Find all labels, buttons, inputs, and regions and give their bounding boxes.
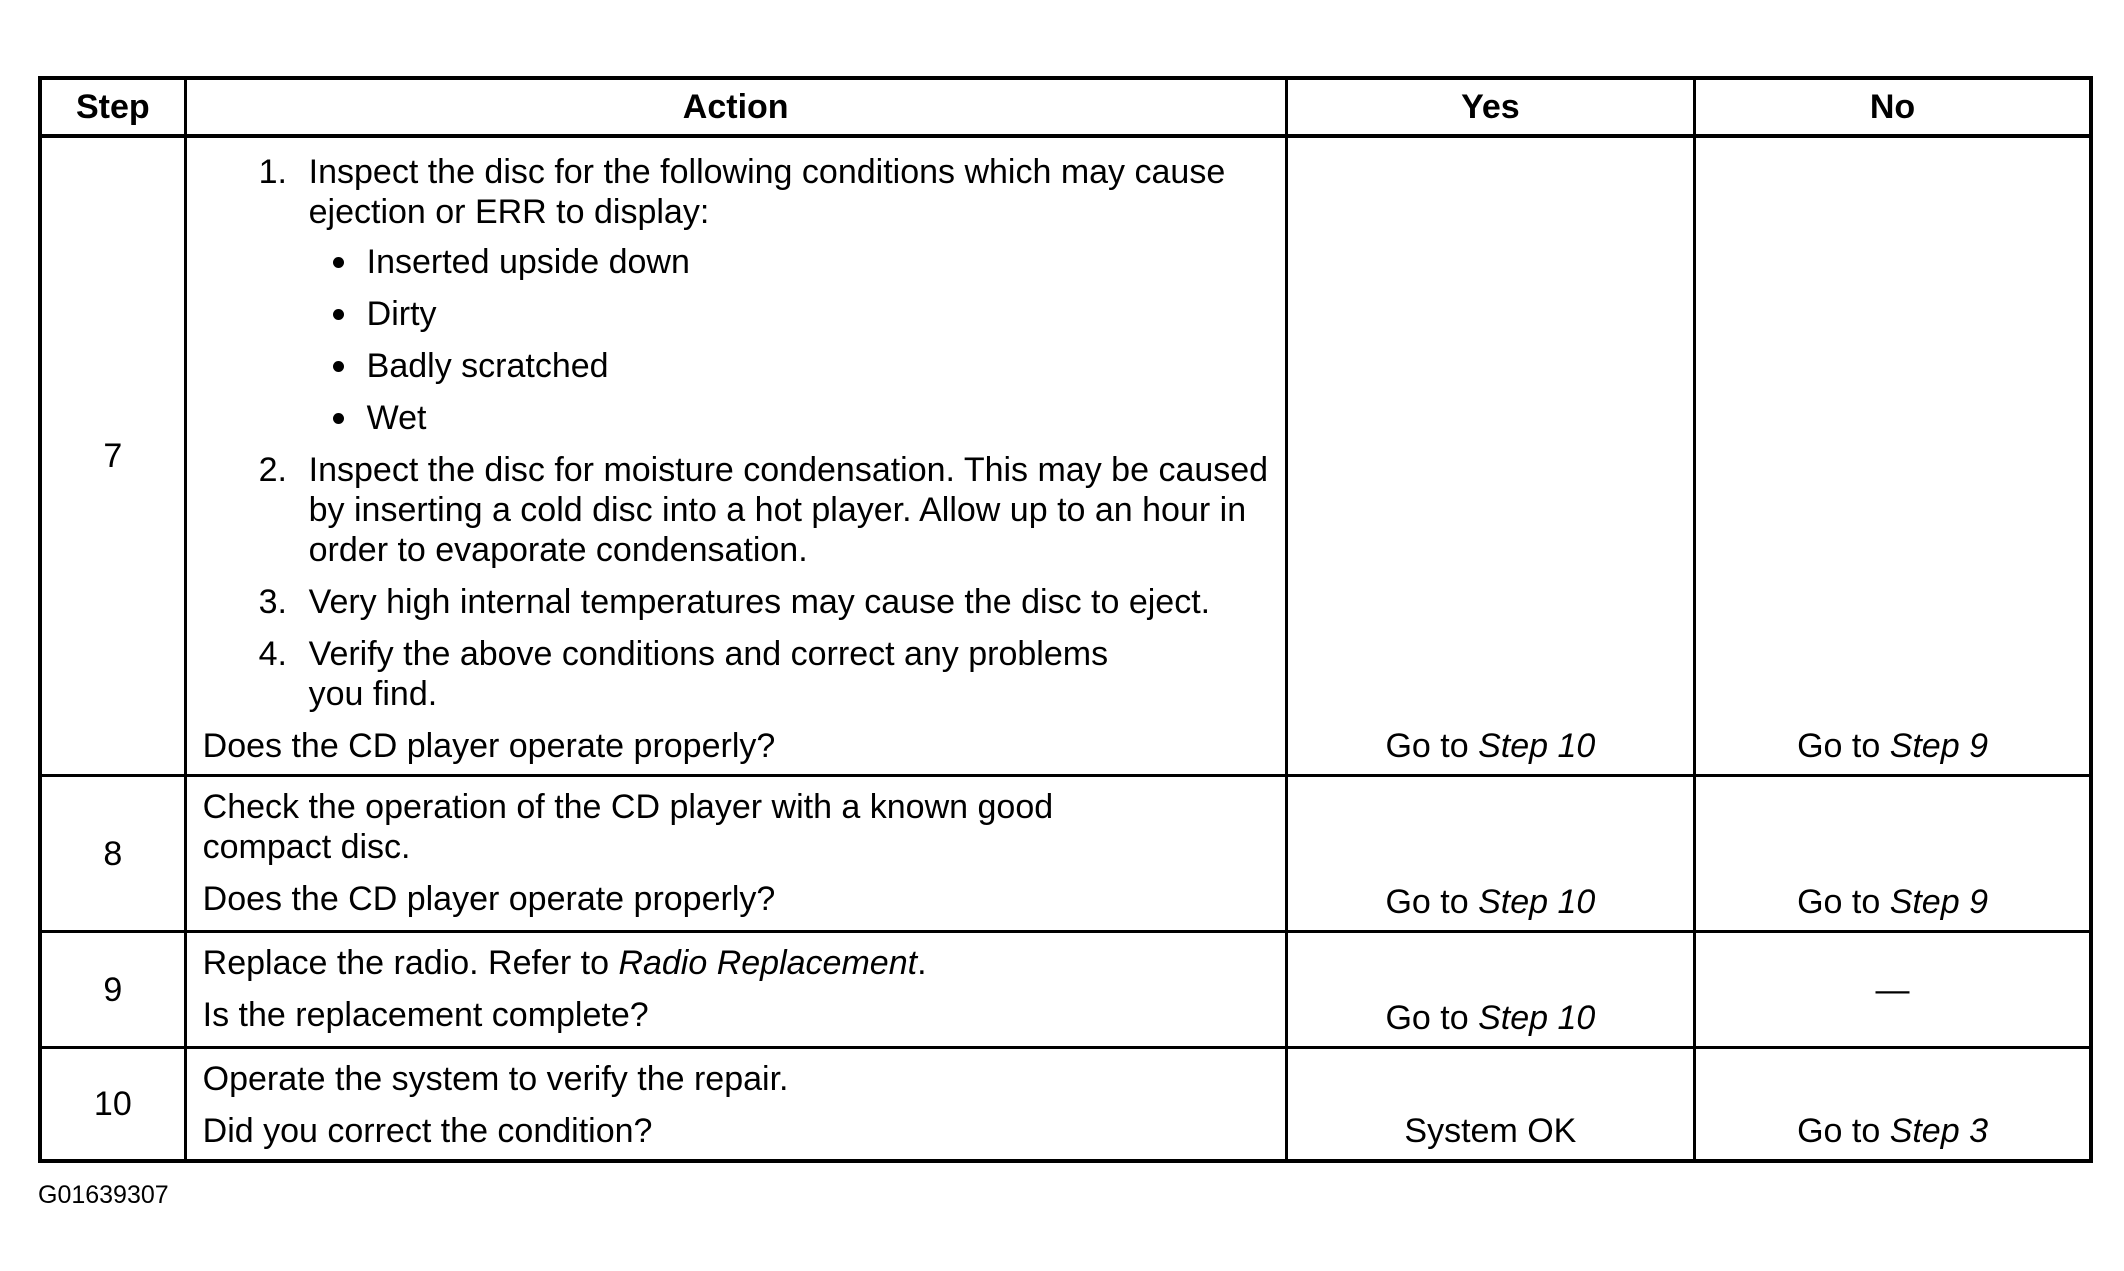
- yes-prefix: Go to: [1385, 883, 1479, 921]
- action-text: [203, 943, 1269, 983]
- action-text-suffix: .: [917, 944, 927, 982]
- condition-bullets: [309, 242, 1269, 438]
- no-cell: [1695, 932, 2091, 1048]
- yes-prefix: Go to: [1385, 999, 1479, 1037]
- no-prefix: Go to: [1797, 883, 1890, 921]
- header-action: Action: [185, 78, 1286, 136]
- step-number: 10: [40, 1048, 185, 1162]
- question-text: Is the replacement complete?: [202, 996, 649, 1034]
- action-cell: [185, 136, 1286, 776]
- header-no: No: [1695, 78, 2091, 136]
- list-item: [259, 582, 1269, 622]
- no-cell: [1695, 136, 2091, 776]
- action-cell: [185, 932, 1286, 1048]
- header-row: [40, 78, 2091, 136]
- yes-cell: [1286, 1048, 1694, 1162]
- question-text: Did you correct the condition?: [202, 1112, 653, 1150]
- figure-id: G01639307: [38, 1181, 169, 1209]
- table-row-step-10: [40, 1048, 2091, 1162]
- item-text: Inspect the disc for the following conditions which may cause ejection or ERR to display:: [308, 153, 1226, 231]
- item-text: Inspect the disc for moisture condensation. This may be caused by inserting a cold disc into a hot player. Allow up to an hour in order to evaporate condensation.: [308, 451, 1269, 569]
- yes-step-ref: Step 10: [1478, 999, 1596, 1037]
- no-step-ref: Step 9: [1889, 883, 1988, 921]
- yes-cell: [1286, 932, 1694, 1048]
- no-cell: [1695, 1048, 2091, 1162]
- action-text: Operate the system to verify the repair.: [202, 1060, 789, 1098]
- bullet-item: Wet: [333, 398, 1269, 438]
- header-step: Step: [40, 78, 185, 136]
- table-row-step-7: [40, 136, 2091, 776]
- yes-cell: [1286, 136, 1694, 776]
- no-cell: [1695, 776, 2091, 932]
- yes-result: System OK: [1404, 1112, 1577, 1150]
- action-cell: [185, 1048, 1286, 1162]
- item-number: 2.: [258, 451, 287, 489]
- item-text: Very high internal temperatures may cause the disc to eject.: [308, 583, 1211, 621]
- diagnostic-table: [38, 76, 2093, 1163]
- list-item: [259, 450, 1269, 570]
- step-number: 9: [40, 932, 185, 1048]
- no-step-ref: Step 3: [1889, 1112, 1988, 1150]
- question-text: Does the CD player operate properly?: [202, 880, 776, 918]
- table-row-step-8: [40, 776, 2091, 932]
- item-text: Verify the above conditions and correct any problems you find.: [308, 635, 1109, 713]
- yes-cell: [1286, 776, 1694, 932]
- bullet-item: Dirty: [333, 294, 1269, 334]
- step-number: 7: [40, 136, 185, 776]
- yes-prefix: Go to: [1385, 727, 1479, 765]
- question-text: Does the CD player operate properly?: [202, 727, 776, 765]
- step-number: 8: [40, 776, 185, 932]
- list-item: [259, 634, 1269, 714]
- procedure-reference: Radio Replacement: [618, 944, 918, 982]
- no-prefix: Go to: [1797, 727, 1890, 765]
- yes-step-ref: Step 10: [1478, 883, 1596, 921]
- action-steps-list: [203, 152, 1269, 714]
- bullet-item: Inserted upside down: [333, 242, 1269, 282]
- action-cell: [185, 776, 1286, 932]
- item-number: 4.: [258, 635, 287, 673]
- table-row-step-9: [40, 932, 2091, 1048]
- action-text: Check the operation of the CD player with a known good compact disc.: [202, 788, 1054, 866]
- no-dash: —: [1875, 971, 1910, 1009]
- item-number: 1.: [258, 153, 287, 191]
- no-step-ref: Step 9: [1889, 727, 1988, 765]
- item-number: 3.: [258, 583, 287, 621]
- list-item: [259, 152, 1269, 438]
- yes-step-ref: Step 10: [1478, 727, 1596, 765]
- bullet-item: Badly scratched: [333, 346, 1269, 386]
- action-text-prefix: Replace the radio. Refer to: [202, 944, 619, 982]
- header-yes: Yes: [1286, 78, 1694, 136]
- no-prefix: Go to: [1797, 1112, 1890, 1150]
